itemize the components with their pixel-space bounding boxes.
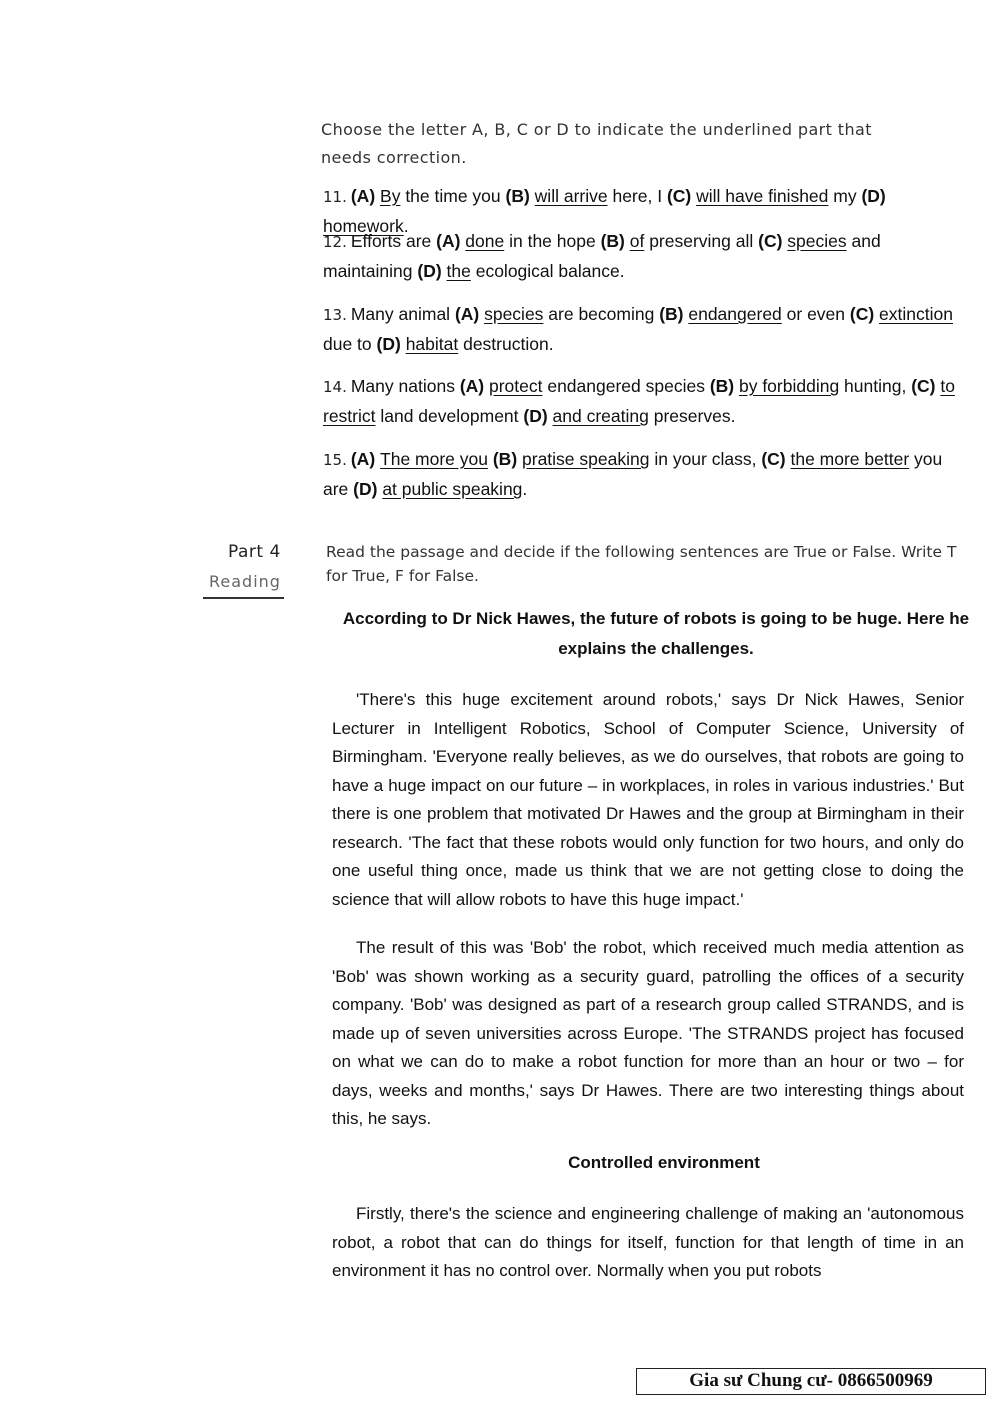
part-sublabel: Reading [209,572,281,591]
option-letter: (C) [666,186,697,206]
option-letter: (D) [523,406,553,426]
question-text: preserves. [648,406,736,426]
option-letter: (B) [709,376,739,396]
question-text: Efforts are [350,231,437,251]
underlined-part: will arrive [534,186,608,206]
question-text: preserving all [644,231,759,251]
underlined-part: habitat [405,334,459,354]
question-text: Many animal [350,304,455,324]
option-letter: (B) [505,186,535,206]
question-text: . [403,216,409,236]
question-15 [323,445,963,504]
question-text: Many nations [350,376,460,396]
option-letter: (A) [459,376,489,396]
question-13 [323,300,963,359]
question-text: ecological balance. [470,261,625,281]
question-text: due to [323,334,377,354]
option-letter: (D) [353,479,383,499]
passage-paragraph: The result of this was 'Bob' the robot, which received much media attention as 'Bob' was shown working as a security guard, patrolling the offices of a security company. 'Bob' was designed as part of a research group called STRANDS, and is made up of seven universities across Europe. 'The STRANDS project has focused on what we can do to make a robot function for more than an hour or two – for days, weeks and months,' says Dr Hawes. There are two interesting things about this, he says. [332,938,964,1128]
underlined-part: extinction [879,304,953,324]
underlined-part: at public speaking [382,479,523,499]
part-divider [203,597,284,599]
option-letter: (C) [758,231,788,251]
question-text: hunting, [839,376,912,396]
option-letter: (D) [417,261,447,281]
question-number: 15. [323,451,347,469]
option-letter: (A) [454,304,485,324]
question-text: the time you [400,186,506,206]
option-letter: (D) [376,334,406,354]
part3-instruction: Choose the letter A, B, C or D to indicate the underlined part that needs correction. [321,120,872,167]
option-letter: (B) [492,449,523,469]
option-letter: (C) [761,449,791,469]
question-text: and maintaining [323,231,881,281]
passage-subheading: Controlled environment [568,1153,760,1172]
underlined-part: species [787,231,847,251]
question-text: land development [375,406,524,426]
underlined-part: done [465,231,505,251]
underlined-part: The more you [380,449,488,469]
question-text: you are [323,449,943,499]
option-letter: (B) [659,304,689,324]
question-text: here, I [607,186,667,206]
question-text: . [522,479,528,499]
question-text: in the hope [504,231,601,251]
underlined-part: by forbidding [738,376,840,396]
question-number: 11. [323,188,347,206]
underlined-part: of [629,231,645,251]
underlined-part: pratise speaking [522,449,650,469]
option-letter: (C) [911,376,941,396]
underlined-part: the more better [790,449,910,469]
option-letter: (B) [600,231,630,251]
question-text: endangered species [542,376,710,396]
underlined-part: will have finished [696,186,829,206]
question-number: 13. [323,306,347,324]
underlined-part: and creating [552,406,649,426]
part-label: Part 4 [228,542,281,562]
question-text: in your class, [649,449,762,469]
option-letter: (C) [849,304,880,324]
question-text: are becoming [543,304,660,324]
option-letter: (A) [436,231,466,251]
part4-instruction: Read the passage and decide if the following sentences are True or False. Write T for True, F for False. [326,543,957,585]
underlined-part: By [380,186,401,206]
passage-paragraph: Firstly, there's the science and engineering challenge of making an 'autonomous robot, a robot that can do things for itself, function for that length of time in an environment it has no control over. Normally when you put robots [332,1204,964,1280]
underlined-part: homework [323,216,404,236]
question-14 [323,372,963,431]
question-number: 14. [323,378,347,396]
footer-label: Gia sư Chung cư- 0866500969 [636,1368,986,1395]
question-12 [323,227,963,286]
underlined-part: protect [488,376,543,396]
question-text: destruction. [458,334,554,354]
question-number: 12. [323,233,347,251]
question-text: or even [781,304,850,324]
option-letter: (A) [350,186,381,206]
passage-paragraph: 'There's this huge excitement around robots,' says Dr Nick Hawes, Senior Lecturer in Intelligent Robotics, School of Computer Science, University of Birmingham. 'Everyone really believes, as we do ourselves, that robots are going to have a huge impact on our future – in workplaces, in roles in various industries.' But there is one problem that motivated Dr Hawes and the group at Birmingham in their research. 'The fact that these robots would only function for two hours, and only do one useful thing once, made us think that we are not getting close to doing the science that will allow robots to have this huge impact.' [332,690,964,909]
question-text: my [828,186,862,206]
option-letter: (A) [350,449,381,469]
underlined-part: to restrict [323,376,955,426]
passage-heading: According to Dr Nick Hawes, the future of robots is going to be huge. Here he explains the challenges. [342,609,970,658]
underlined-part: species [484,304,544,324]
option-letter: (D) [861,186,886,206]
underlined-part: endangered [688,304,782,324]
underlined-part: the [446,261,471,281]
